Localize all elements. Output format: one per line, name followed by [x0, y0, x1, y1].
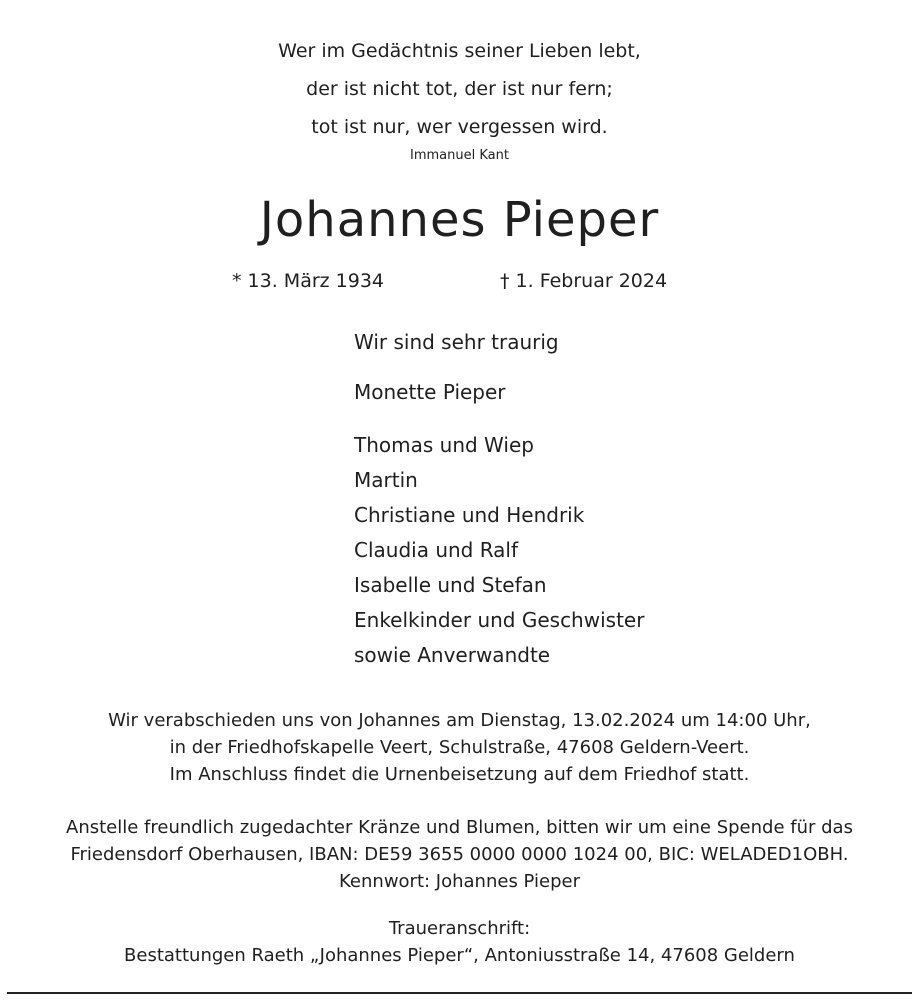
mourning-intro: Wir sind sehr traurig	[354, 330, 559, 354]
donation-line: Anstelle freundlich zugedachter Kränze und Blumen, bitten wir um eine Spende für das	[66, 817, 853, 838]
list-item: sowie Anverwandte	[354, 643, 551, 667]
service-details	[0, 707, 919, 788]
address-label: Traueranschrift:	[388, 918, 531, 939]
address-text: Bestattungen Raeth „Johannes Pieper“, Antoniusstraße 14, 47608 Geldern	[124, 945, 795, 966]
quote-line: tot ist nur, wer vergessen wird.	[311, 116, 608, 138]
list-item: Enkelkinder und Geschwister	[354, 608, 645, 632]
list-item: Christiane und Hendrik	[354, 503, 585, 527]
list-item: Claudia und Ralf	[354, 538, 519, 562]
deceased-name: Johannes Pieper	[259, 192, 660, 248]
service-line: Im Anschluss findet die Urnenbeisetzung auf dem Friedhof statt.	[169, 764, 750, 785]
list-item: Thomas und Wiep	[354, 433, 534, 457]
service-line: in der Friedhofskapelle Veert, Schulstraße, 47608 Geldern-Veert.	[169, 737, 750, 758]
donation-request	[0, 814, 919, 895]
mourning-address	[0, 915, 919, 969]
death-date: † 1. Februar 2024	[500, 270, 668, 292]
family-list	[354, 428, 644, 673]
birth-date: * 13. März 1934	[232, 270, 385, 292]
quote-author: Immanuel Kant	[410, 148, 509, 163]
quote-line: Wer im Gedächtnis seiner Lieben lebt,	[278, 40, 641, 62]
donation-line: Friedensdorf Oberhausen, IBAN: DE59 3655 0000 0000 1024 00, BIC: WELADED1OBH.	[70, 844, 849, 865]
service-line: Wir verabschieden uns von Johannes am Dienstag, 13.02.2024 um 14:00 Uhr,	[108, 710, 811, 731]
memorial-quote	[0, 32, 919, 146]
spouse-name: Monette Pieper	[354, 380, 506, 404]
list-item: Martin	[354, 468, 418, 492]
quote-line: der ist nicht tot, der ist nur fern;	[306, 78, 613, 100]
list-item: Isabelle und Stefan	[354, 573, 547, 597]
donation-line: Kennwort: Johannes Pieper	[339, 871, 580, 892]
